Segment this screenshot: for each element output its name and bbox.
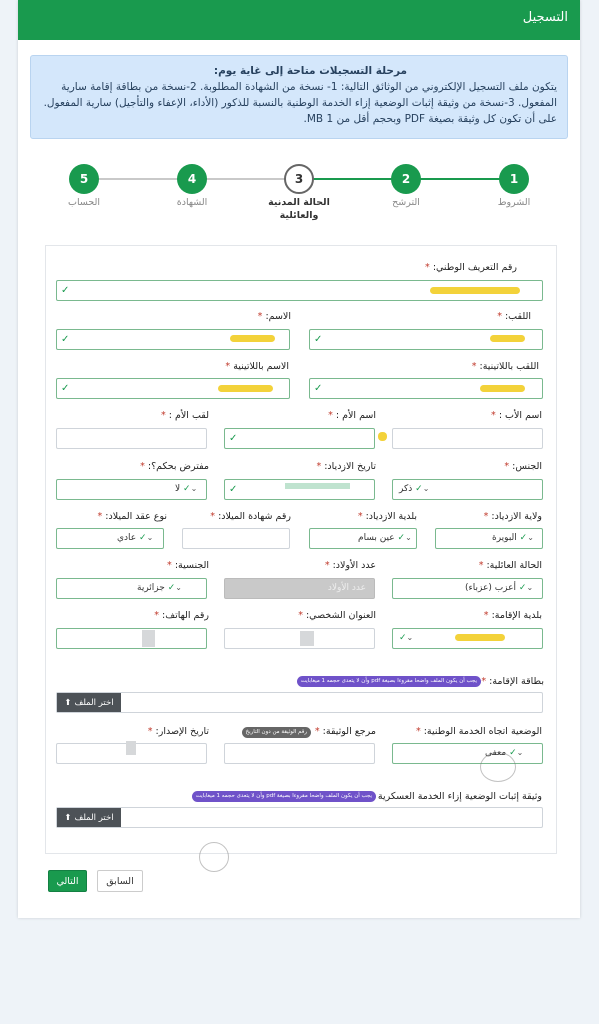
phone-input[interactable] [56,628,207,649]
mother-name-input[interactable] [224,428,375,449]
convicted-select[interactable] [56,479,207,500]
valid-check-icon: ✓ [167,583,176,593]
military-doc-file[interactable] [56,807,543,828]
step-4-label: الشهادة [176,197,208,208]
chevron-down-icon: ⌄ [422,484,430,493]
birth-commune-select[interactable] [309,528,417,549]
doc-ref-label: مرجع الوثيقة: * [314,726,376,737]
chevron-down-icon: ⌄ [405,533,412,542]
step-3-label: الحالة المدنية والعائلية [268,197,330,221]
chevron-down-icon: ⌄ [190,484,198,493]
birth-cert-no-input[interactable] [182,528,290,549]
step-5-circle[interactable]: 5 [69,164,99,194]
gender-select[interactable] [392,479,543,500]
valid-check-icon: ✓ [399,633,407,643]
birth-cert-type-select[interactable] [56,528,164,549]
step-5-label: الحساب [68,197,100,208]
children-label: عدد الأولاد: * [324,560,376,571]
doc-ref-hint: رقم الوثيقة من دون التاريخ [242,727,311,738]
step-3-circle[interactable]: 3 [284,164,314,194]
redaction-mark [378,432,387,441]
valid-check-icon: ✓ [518,583,527,593]
redaction-mark [490,335,525,342]
notice-body: يتكون ملف التسجيل الإلكتروني من الوثائق التالية: 1- نسخة من الشهادة المطلوبة. 2-نسخة من بطاقة إقامة سارية المفعول. 3-نسخة من وثيقة إثبات الوضعية إزاء الخدمة الوطنية بالنسبة للذكور (الأداء، الإعفاء والتأجيل) سارية المفعول. على أن تكون كل وثيقة بصيغة PDF وبحجم أقل من 1 MB. [43,81,557,125]
redaction-mark [218,385,273,392]
gender-label: الجنس: * [504,461,542,472]
valid-check-icon: ✓ [415,484,423,494]
military-status-select[interactable] [392,743,543,764]
father-name-label: اسم الأب : * [491,410,542,421]
chevron-down-icon: ⌄ [175,583,182,592]
valid-check-icon: ✓ [61,334,70,345]
children-input [224,578,375,599]
next-button[interactable]: التالي [48,870,87,892]
family-status-value: أعزب (عزباء) [465,583,517,593]
birth-wilaya-value: البويرة [492,533,517,543]
nationality-select[interactable] [56,578,207,599]
nin-label: رقم التعريف الوطني: * [425,262,517,273]
birth-date-label: تاريخ الازدياد: * [316,461,376,472]
valid-check-icon: ✓ [229,433,238,444]
address-label: العنوان الشخصي: * [298,610,376,621]
residence-commune-label: بلدية الإقامة: * [483,610,542,621]
valid-check-icon: ✓ [61,383,70,394]
page-header [18,0,580,40]
step-2-circle[interactable]: 2 [391,164,421,194]
residence-card-file[interactable] [56,692,543,713]
birth-wilaya-label: ولاية الازدياد: * [483,511,542,522]
convicted-label: مفترض بحكم؟: * [140,461,209,472]
previous-button[interactable]: السابق [97,870,143,892]
convicted-value: لا [175,484,181,494]
touch-indicator [199,842,229,872]
residence-card-file-button[interactable]: ⬆ اختر الملف [57,693,121,712]
birth-wilaya-select[interactable] [435,528,543,549]
step-1-label: الشروط [497,197,531,208]
family-status-select[interactable] [392,578,543,599]
redaction-mark [300,631,314,646]
birth-commune-value: عين بسام [358,533,395,543]
nationality-value: جزائرية [137,583,165,593]
valid-check-icon: ✓ [314,334,323,345]
surname-label: اللقب: * [497,311,531,322]
chevron-down-icon: ⌄ [406,633,414,642]
birth-cert-type-value: عادي [117,533,137,543]
mother-surname-input[interactable] [56,428,207,449]
military-status-label: الوضعية اتجاه الخدمة الوطنية: * [415,726,542,737]
children-placeholder: عدد الأولاد [327,583,366,593]
birth-cert-type-label: نوع عقد الميلاد: * [97,511,167,522]
redaction-mark [480,385,525,392]
valid-check-icon: ✓ [509,748,517,758]
redaction-mark [455,634,505,641]
chevron-down-icon: ⌄ [146,533,154,542]
valid-check-icon: ✓ [183,484,191,494]
step-1-circle[interactable]: 1 [499,164,529,194]
residence-card-label: بطاقة الإقامة: * [481,676,544,687]
military-doc-file-button[interactable]: ⬆ اختر الملف [57,808,121,827]
redaction-mark [285,483,350,489]
step-2-label: الترشح [392,197,420,208]
residence-card-hint: يجب أن يكون الملف واضحا مقروءا بصيغة pdf وأن لا يتعدى حجمه 1 ميغابايت [297,676,481,687]
name-latin-label: الاسم باللاتينية * [225,361,289,372]
notice-title: مرحلة التسجيلات متاحة إلى غاية يوم: [213,65,407,77]
registration-notice [30,55,568,139]
gender-value: ذكر [399,484,413,494]
valid-check-icon: ✓ [61,285,70,296]
valid-check-icon: ✓ [314,383,323,394]
military-doc-hint: يجب أن يكون الملف واضحا مقروءا بصيغة pdf وأن لا يتعدى حجمه 1 ميغابايت [192,791,376,802]
valid-check-icon: ✓ [139,533,147,543]
step-4-circle[interactable]: 4 [177,164,207,194]
chevron-down-icon: ⌄ [526,583,534,592]
upload-icon: ⬆ [64,812,72,823]
issue-date-label: تاريخ الإصدار: * [147,726,209,737]
birth-cert-no-label: رقم شهادة الميلاد: * [210,511,291,522]
touch-indicator [480,752,516,782]
military-status-value: معفى [485,748,507,758]
chevron-down-icon: ⌄ [516,748,524,757]
valid-check-icon: ✓ [229,484,238,495]
redaction-mark [230,335,275,342]
valid-check-icon: ✓ [397,533,406,543]
father-name-input[interactable] [392,428,543,449]
family-status-label: الحالة العائلية: * [478,560,542,571]
chevron-down-icon: ⌄ [527,533,534,542]
phone-label: رقم الهاتف: * [154,610,209,621]
mother-surname-label: لقب الأم : * [161,410,209,421]
nationality-label: الجنسية: * [167,560,209,571]
redaction-mark [142,630,155,647]
name-label: الاسم: * [257,311,291,322]
surname-latin-label: اللقب باللاتينية: * [471,361,539,372]
page-title: التسجيل [522,10,568,25]
upload-icon: ⬆ [64,697,72,708]
redaction-mark [126,741,136,755]
mother-name-label: اسم الأم : * [328,410,376,421]
military-doc-label: وثيقة إثبات الوضعية إزاء الخدمة العسكرية [377,791,542,802]
redaction-mark [430,287,520,294]
doc-ref-input[interactable] [224,743,375,764]
valid-check-icon: ✓ [519,533,528,543]
birth-commune-label: بلدية الازدياد: * [357,511,417,522]
